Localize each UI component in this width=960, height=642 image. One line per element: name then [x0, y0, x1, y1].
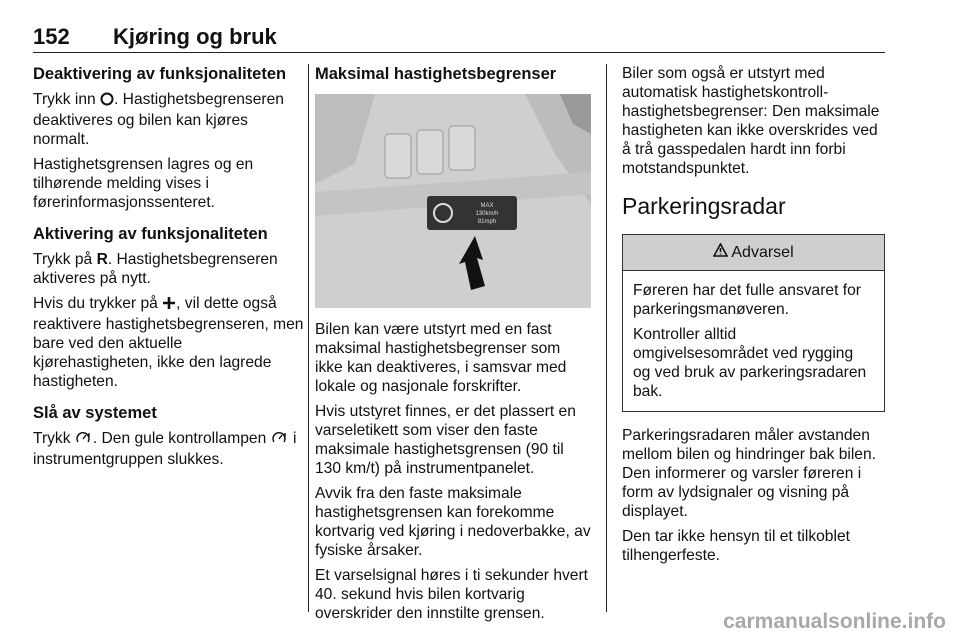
switch-off-paragraph — [33, 429, 305, 469]
plus-icon — [162, 296, 176, 315]
warning-body — [623, 271, 884, 411]
max-speed-paragraph-1: Bilen kan være utstyrt med en fast maksimal hastighetsbegrenser som ikke kan deaktiveres, i samsvar med lokale og nasjonale forskrifter. — [315, 321, 567, 395]
deactivation-text-post: . Hastighetsbegrenseren deaktiveres og bilen kan kjøres normalt. — [33, 91, 284, 148]
max-speed-paragraph-3: Avvik fra den faste maksimale hastighetsgrensen kan forekomme kortvarig ved kjøring i nedoverbakke, av fysiske årsaker. — [315, 485, 591, 559]
label-line-mph: 81mph — [477, 219, 497, 225]
watermark: carmanualsonline.info — [723, 610, 946, 633]
activation-text-post: . Hastighetsbegrenseren aktiveres på nytt. — [33, 251, 278, 287]
resume-key: R — [96, 251, 108, 268]
off-text-post: i instrumentgruppen slukkes. — [33, 430, 297, 468]
activation-heading: Aktivering av funksjonaliteten — [33, 225, 268, 243]
page-header — [33, 22, 885, 53]
switch-off-heading: Slå av systemet — [33, 404, 157, 422]
off-text-pre: Trykk — [33, 430, 71, 447]
activation-paragraph-2 — [33, 294, 305, 391]
chapter-title: Kjøring og bruk — [113, 24, 277, 49]
column-3 — [622, 64, 885, 571]
parking-radar-paragraph-2: Den tar ikke hensyn til et tilkoblet tilhengerfeste. — [622, 528, 850, 564]
column-divider-2 — [606, 64, 607, 612]
warning-paragraph-2: Kontroller alltid omgivelsesområdet ved rygging og ved bruk av parkeringsradaren bak. — [633, 326, 867, 400]
off-text-mid: . Den gule kontrollampen — [92, 430, 267, 447]
parking-radar-heading: Parkeringsradar — [622, 193, 786, 219]
activation-paragraph-1 — [33, 250, 305, 288]
activation-text-pre: Trykk på — [33, 251, 93, 268]
warning-title: Advarsel — [731, 244, 794, 261]
speed-limiter-icon — [75, 431, 93, 450]
page-number: 152 — [33, 24, 70, 49]
warning-paragraph-1: Føreren har det fulle ansvaret for parkeringsmanøveren. — [633, 282, 861, 318]
warning-header — [623, 235, 884, 271]
dashboard-label-illustration — [315, 94, 591, 308]
deactivation-heading: Deaktivering av funksjonaliteten — [33, 65, 287, 83]
max-speed-limiter-heading: Maksimal hastighetsbegrenser — [315, 65, 557, 83]
label-line-kmh: 130km/h — [475, 211, 499, 217]
deactivation-text-pre: Trykk inn — [33, 91, 96, 108]
speed-limiter-indicator-icon — [271, 431, 289, 450]
cruise-combination-paragraph: Biler som også er utstyrt med automatisk hastighetskontroll-hastighetsbegrenser: Den maksimale hastigheten kan ikke overskrides ved å trå gasspedalen hardt inn forbi motstandspunktet. — [622, 65, 880, 177]
label-line-max: MAX — [480, 203, 494, 209]
warning-box — [622, 234, 885, 412]
deactivation-paragraph-2: Hastighetsgrensen lagres og en tilhørende melding vises i førerinformasjonssenteret. — [33, 156, 254, 211]
column-divider-1 — [308, 64, 309, 612]
activation-p2-post: , vil dette også reaktivere hastighetsbegrenseren, men bare ved den aktuelle kjørehastigheten, ikke den lagrede hastigheten. — [33, 295, 304, 390]
column-2 — [315, 64, 591, 629]
activation-p2-pre: Hvis du trykker på — [33, 295, 158, 312]
max-speed-paragraph-2: Hvis utstyret finnes, er det plassert en varseletikett som viser den faste maksimale hastighetsgrensen (90 til 130 km/t) på instrumentpanelet. — [315, 403, 576, 477]
deactivation-paragraph-1 — [33, 90, 305, 149]
max-speed-paragraph-4: Et varselsignal høres i ti sekunder hvert 40. sekund hvis bilen kortvarig overskrider den innstilte grensen. — [315, 567, 589, 622]
circle-button-icon — [100, 92, 114, 111]
column-1 — [33, 64, 305, 475]
parking-radar-paragraph-1: Parkeringsradaren måler avstanden mellom bilen og hindringer bak bilen. Den informerer og varsler føreren i form av lydsignaler og visning på displayet. — [622, 427, 876, 520]
warning-triangle-icon — [713, 243, 728, 262]
